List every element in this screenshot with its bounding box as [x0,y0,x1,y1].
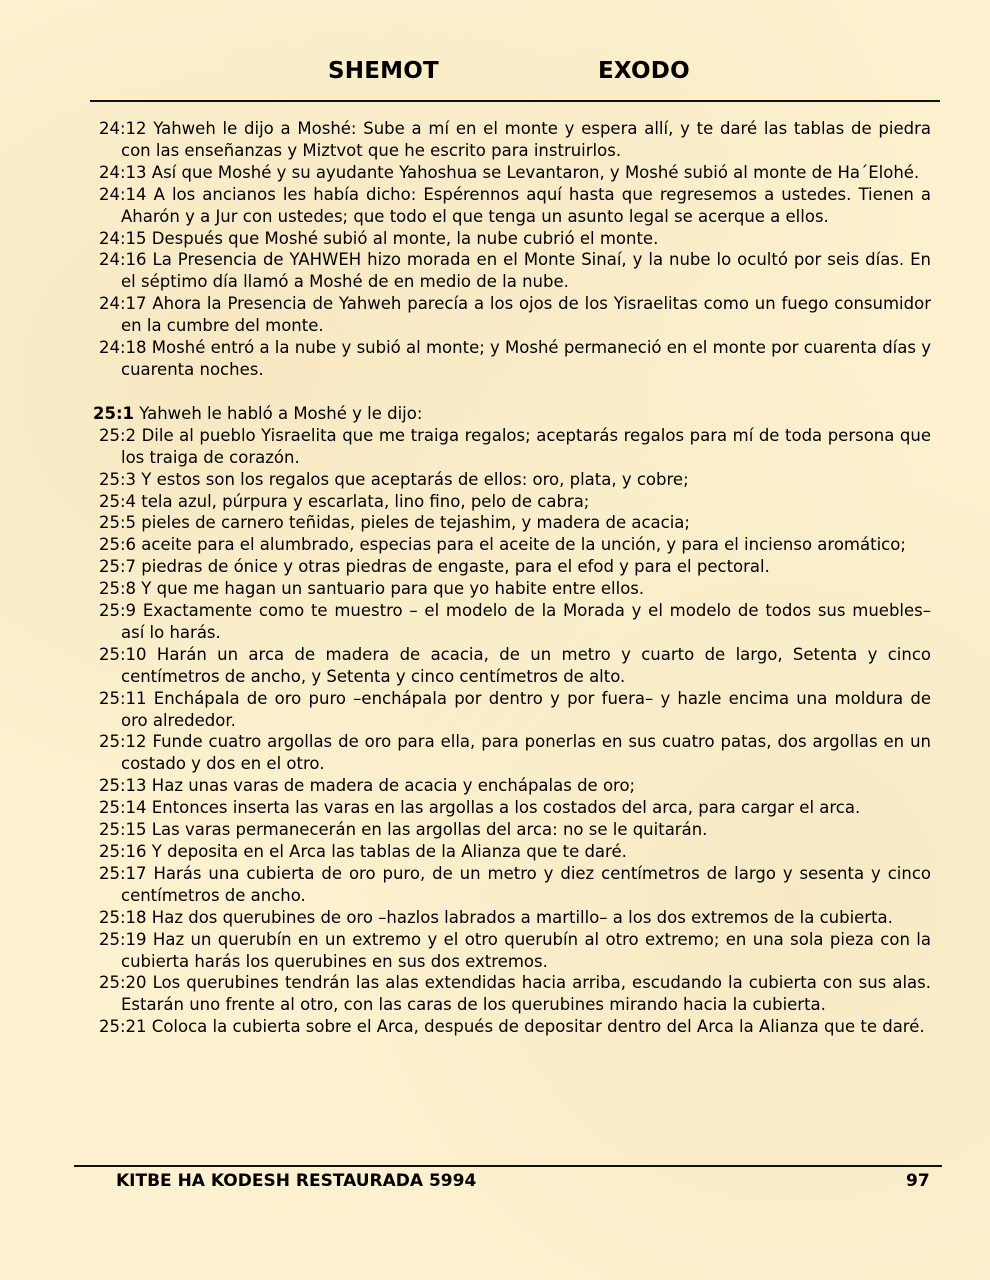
verse-25-2: 25:2 Dile al pueblo Yisraelita que me traiga regalos; aceptarás regalos para mí de toda persona que los traiga de corazón. [99,425,931,467]
verse-24-14: 24:14 A los ancianos les había dicho: Espérennos aquí hasta que regresemos a ustedes. Tienen a Aharón y a Jur con ustedes; que todo el que tenga un asunto legal se acerque a ellos. [99,184,931,226]
verse-24-15: 24:15 Después que Moshé subió al monte, la nube cubrió el monte. [99,228,659,248]
verse-25-8: 25:8 Y que me hagan un santuario para que yo habite entre ellos. [99,579,645,599]
verse-25-7: 25:7 piedras de ónice y otras piedras de engaste, para el efod y para el pectoral. [99,557,770,577]
header-title-spanish: EXODO [598,58,690,84]
verse-25-1-ref: 25:1 [93,403,135,423]
verse-25-4: 25:4 tela azul, púrpura y escarlata, lino fino, pelo de cabra; [99,491,590,511]
verse-25-20: 25:20 Los querubines tendrán las alas extendidas hacia arriba, escudando la cubierta con sus alas. Estarán uno frente al otro, con las caras de los querubines mirando hacia la cubierta. [99,973,931,1015]
verse-24-12: 24:12 Yahweh le dijo a Moshé: Sube a mí en el monte y espera allí, y te daré las tablas de piedra con las enseñanzas y Miztvot que he escrito para instruirlos. [99,119,931,160]
page-body [93,118,931,1038]
verse-25-19: 25:19 Haz un querubín en un extremo y el otro querubín al otro extremo; en una sola pieza con la cubierta harás los querubines en sus dos extremos. [99,929,931,971]
verse-24-17: 24:17 Ahora la Presencia de Yahweh parecía a los ojos de los Yisraelitas como un fuego consumidor en la cumbre del monte. [99,294,931,336]
footer-book-title: KITBE HA KODESH RESTAURADA 5994 [116,1171,477,1191]
header-divider [90,100,940,102]
verse-25-9: 25:9 Exactamente como te muestro – el modelo de la Morada y el modelo de todos sus muebles– así lo harás. [99,601,931,642]
verse-25-1-text: Yahweh le habló a Moshé y le dijo: [134,403,423,423]
verse-24-18: 24:18 Moshé entró a la nube y subió al monte; y Moshé permaneció en el monte por cuarenta días y cuarenta noches. [99,338,931,379]
chapter-gap [93,381,931,403]
verse-25-3: 25:3 Y estos son los regalos que aceptarás de ellos: oro, plata, y cobre; [99,469,689,489]
verse-25-21: 25:21 Coloca la cubierta sobre el Arca, después de depositar dentro del Arca la Alianza que te daré. [99,1017,925,1037]
page-header [0,58,990,92]
verse-24-16: 24:16 La Presencia de YAHWEH hizo morada en el Monte Sinaí, y la nube lo ocultó por seis días. En el séptimo día llamó a Moshé de en medio de la nube. [99,250,931,292]
page-number: 97 [906,1171,930,1191]
verse-25-14: 25:14 Entonces inserta las varas en las argollas a los costados del arca, para cargar el arca. [99,798,861,818]
verse-25-11: 25:11 Enchápala de oro puro –enchápala por dentro y por fuera– y hazle encima una moldura de oro alrededor. [99,688,931,730]
verse-25-10: 25:10 Harán un arca de madera de acacia, de un metro y cuarto de largo, Setenta y cinco centímetros de ancho, y Setenta y cinco centímetros de alto. [99,644,931,686]
verse-25-1 [93,403,931,425]
verse-25-15: 25:15 Las varas permanecerán en las argollas del arca: no se le quitarán. [99,820,708,840]
verse-24-13: 24:13 Así que Moshé y su ayudante Yahoshua se Levantaron, y Moshé subió al monte de Ha´Elohé. [99,162,920,182]
verse-25-18: 25:18 Haz dos querubines de oro –hazlos labrados a martillo– a los dos extremos de la cubierta. [99,907,893,927]
verse-25-12: 25:12 Funde cuatro argollas de oro para ella, para ponerlas en sus cuatro patas, dos argollas en un costado y dos en el otro. [99,732,931,774]
footer-divider [74,1165,942,1167]
verse-25-13: 25:13 Haz unas varas de madera de acacia y enchápalas de oro; [99,776,636,796]
verse-25-5: 25:5 pieles de carnero teñidas, pieles de tejashim, y madera de acacia; [99,513,690,533]
verse-25-6: 25:6 aceite para el alumbrado, especias para el aceite de la unción, y para el incienso aromático; [99,535,906,555]
verse-25-17: 25:17 Harás una cubierta de oro puro, de un metro y diez centímetros de largo y sesenta y cinco centímetros de ancho. [99,863,931,905]
verse-25-16: 25:16 Y deposita en el Arca las tablas de la Alianza que te daré. [99,842,627,861]
header-title-hebrew: SHEMOT [328,58,439,84]
